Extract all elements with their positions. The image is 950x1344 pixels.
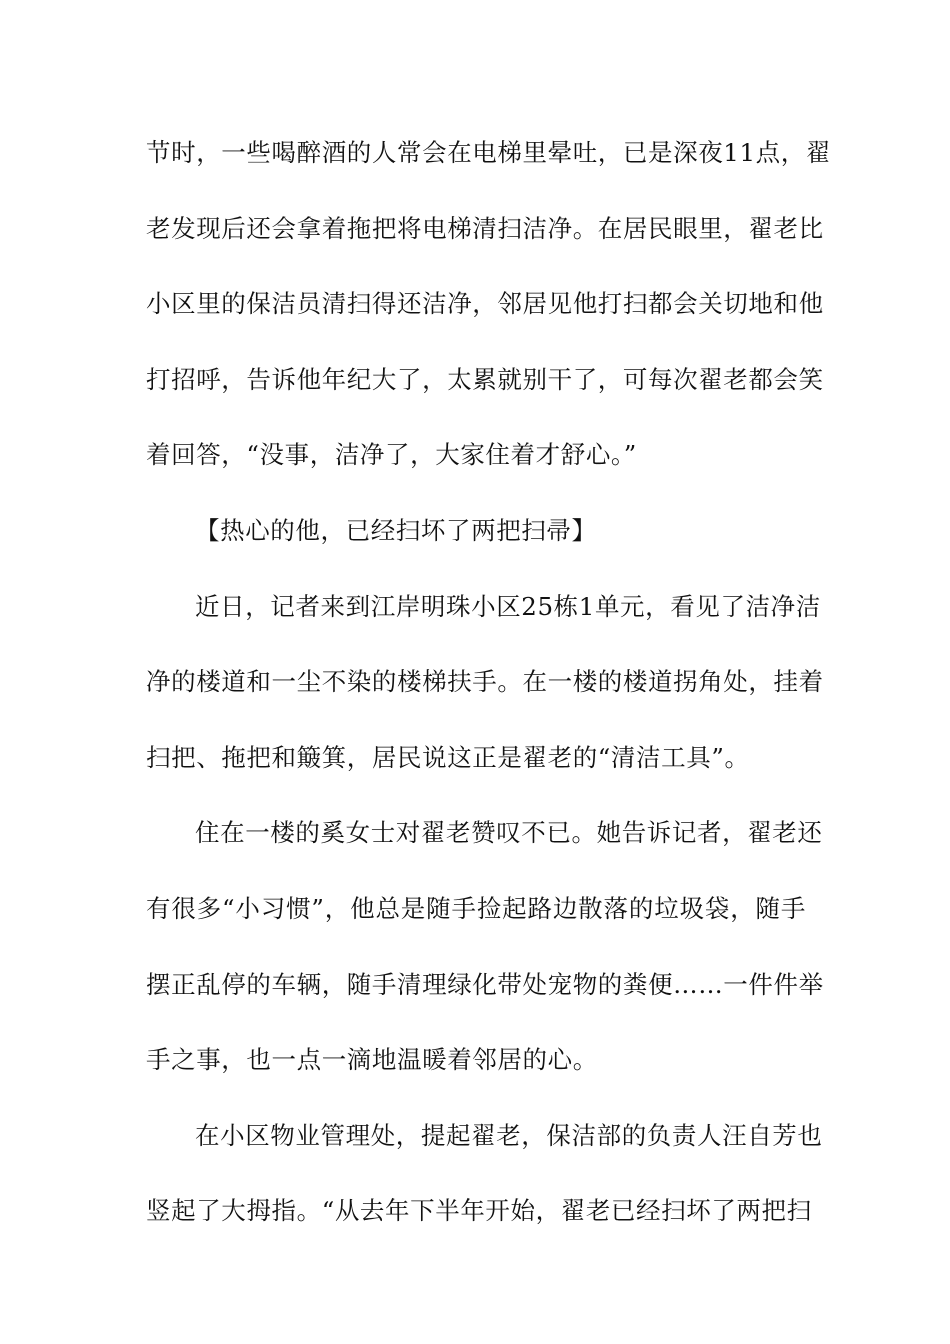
text-line: 老发现后还会拿着拖把将电梯清扫洁净。在居民眼里，翟老比 bbox=[146, 213, 824, 243]
text-line: 小区里的保洁员清扫得还洁净，邻居见他打扫都会关切地和他 bbox=[146, 289, 824, 319]
text-line: 住在一楼的奚女士对翟老赞叹不已。她告诉记者，翟老还 bbox=[195, 818, 823, 848]
section-heading bbox=[146, 506, 806, 582]
text-line: 打招呼，告诉他年纪大了，太累就别干了，可每次翟老都会笑 bbox=[146, 364, 824, 394]
text-line: 摆正乱停的车辆，随手清理绿化带处宠物的粪便……一件件举 bbox=[146, 969, 824, 999]
paragraph-4 bbox=[146, 1111, 823, 1262]
paragraph-1 bbox=[146, 128, 831, 506]
text-line: 竖起了大拇指。“从去年下半年开始，翟老已经扫坏了两把扫 bbox=[146, 1196, 812, 1226]
section-heading-text: 【热心的他，已经扫坏了两把扫帚】 bbox=[195, 515, 597, 545]
text-line: 手之事，也一点一滴地温暖着邻居的心。 bbox=[146, 1045, 598, 1075]
paragraph-3 bbox=[146, 808, 824, 1110]
text-line: 着回答，“没事，洁净了，大家住着才舒心。” bbox=[146, 440, 637, 470]
text-line: 在小区物业管理处，提起翟老，保洁部的负责人汪自芳也 bbox=[195, 1120, 823, 1150]
text-line: 有很多“小习惯”，他总是随手捡起路边散落的垃圾袋，随手 bbox=[146, 893, 806, 923]
text-line: 近日，记者来到江岸明珠小区25栋1单元，看见了洁净洁 bbox=[195, 591, 821, 621]
paragraph-2 bbox=[146, 582, 824, 809]
text-line: 净的楼道和一尘不染的楼梯扶手。在一楼的楼道拐角处，挂着 bbox=[146, 667, 824, 697]
text-line: 扫把、拖把和簸箕，居民说这正是翟老的“清洁工具”。 bbox=[146, 742, 750, 772]
text-line: 节时，一些喝醉酒的人常会在电梯里晕吐，已是深夜11点，翟 bbox=[146, 138, 831, 167]
document-body bbox=[146, 128, 831, 1262]
